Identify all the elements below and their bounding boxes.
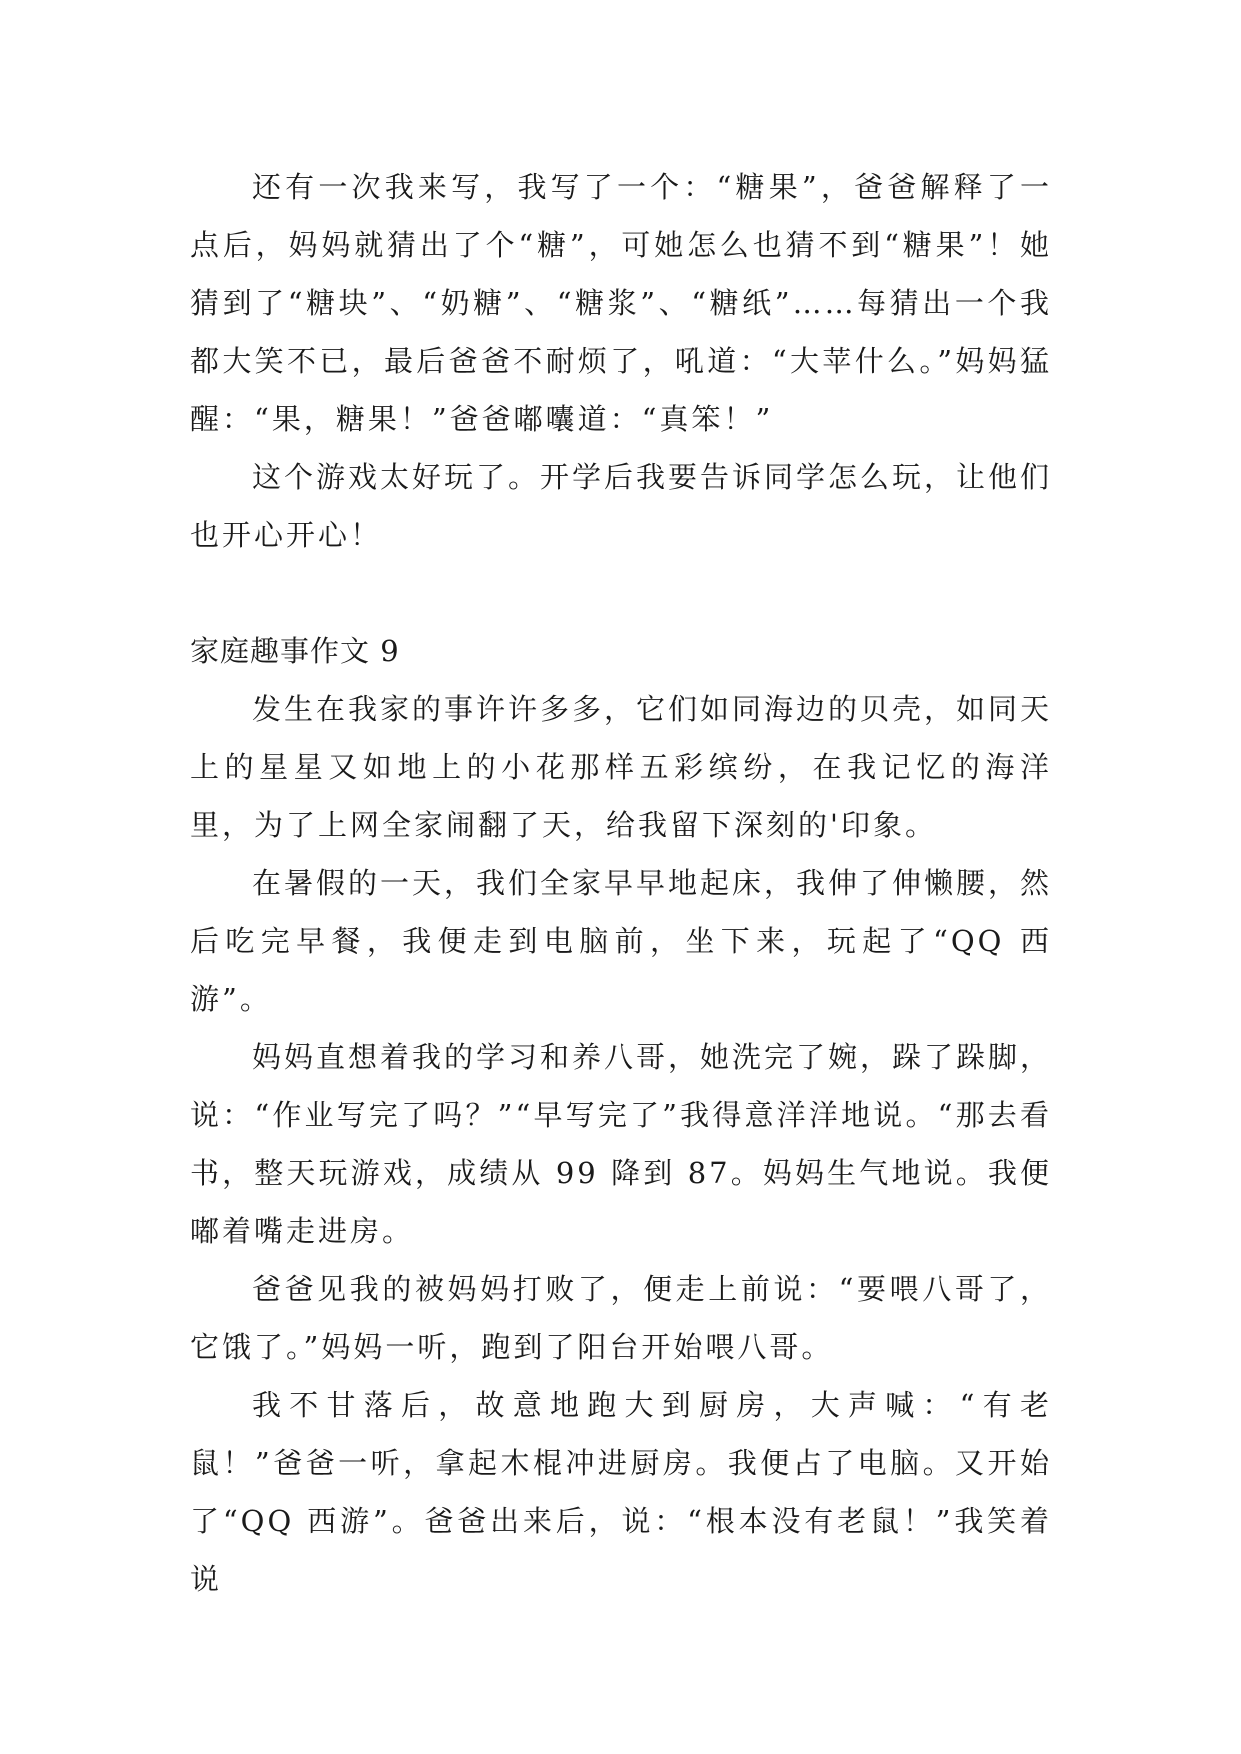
document-page <box>190 158 1052 1608</box>
paragraph: 还有一次我来写，我写了一个：“糖果”，爸爸解释了一点后，妈妈就猜出了个“糖”，可她怎么也猜不到“糖果”！她猜到了“糖块”、“奶糖”、“糖浆”、“糖纸”……每猜出一个我都大笑不已，最后爸爸不耐烦了，吼道：“大苹什么。”妈妈猛醒：“果，糖果！”爸爸嘟囔道：“真笨！” <box>190 170 1052 436</box>
paragraph: 发生在我家的事许许多多，它们如同海边的贝壳，如同天上的星星又如地上的小花那样五彩缤纷，在我记忆的海洋里，为了上网全家闹翻了天，给我留下深刻的'印象。 <box>190 692 1053 842</box>
paragraph: 这个游戏太好玩了。开学后我要告诉同学怎么玩，让他们也开心开心！ <box>190 460 1053 552</box>
section-title: 家庭趣事作文 9 <box>190 634 400 668</box>
paragraph: 爸爸见我的被妈妈打败了，便走上前说：“要喂八哥了，它饿了。”妈妈一听，跑到了阳台开始喂八哥。 <box>190 1272 1052 1364</box>
paragraph: 我不甘落后，故意地跑大到厨房，大声喊：“有老鼠！”爸爸一听，拿起木棍冲进厨房。我便占了电脑。又开始了“QQ 西游”。爸爸出来后，说：“根本没有老鼠！”我笑着说 <box>190 1388 1052 1596</box>
paragraph: 妈妈直想着我的学习和养八哥，她洗完了婉，跺了跺脚，说：“作业写完了吗？”“早写完了”我得意洋洋地说。“那去看书，整天玩游戏，成绩从 99 降到 87。妈妈生气地说。我便嘟着嘴走进房。 <box>190 1040 1053 1248</box>
paragraph: 在暑假的一天，我们全家早早地起床，我伸了伸懒腰，然后吃完早餐，我便走到电脑前，坐下来，玩起了“QQ 西游”。 <box>190 866 1053 1016</box>
